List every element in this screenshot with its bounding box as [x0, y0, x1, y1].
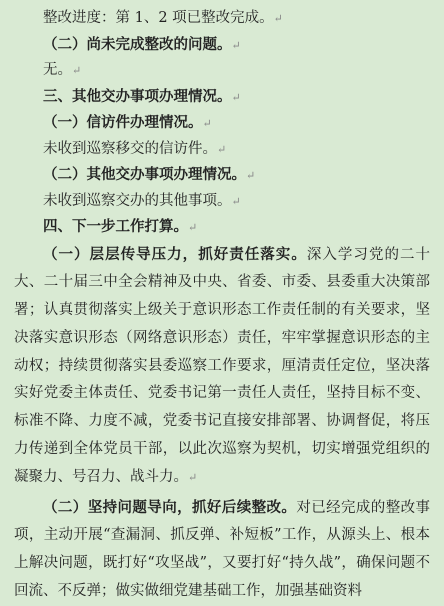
- paragraph-mark: ↵: [246, 169, 256, 182]
- paragraph-responsibility: [14, 241, 430, 492]
- paragraph-lead: （一）层层传导压力，抓好责任落实。: [43, 245, 307, 263]
- progress-line: 整改进度：第 1、2 项已整改完成。↵: [43, 10, 283, 26]
- other-matters-status: 未收到巡察交办的其他事项。↵: [43, 192, 241, 209]
- paragraph-body: 对已经完成的整改事项，主动开展“查漏洞、抓反弹、补短板”工作，从源头上、根本上解决问题，既打好“攻坚战”，又要打好“持久战”，确保问题不回流、不反弹；做实做细党建基础工作，加强基础资料: [14, 499, 431, 600]
- subheading-unfinished: （二）尚未完成整改的问题。↵: [43, 35, 241, 53]
- section-3-heading: 三、其他交办事项办理情况。↵: [43, 87, 241, 105]
- subheading-petition: （一）信访件办理情况。↵: [43, 114, 212, 131]
- paragraph-mark: ↵: [202, 117, 212, 130]
- paragraph-mark: ↵: [217, 142, 227, 156]
- paragraph-mark: ↵: [231, 90, 241, 104]
- paragraph-rectification: [14, 494, 430, 606]
- paragraph-mark: ↵: [231, 38, 241, 52]
- paragraph-mark: ↵: [72, 64, 82, 77]
- paragraph-mark: ↵: [188, 221, 198, 234]
- paragraph-mark: ↵: [273, 12, 283, 25]
- paragraph-mark: ↵: [231, 194, 241, 208]
- none-line: 无。↵: [43, 62, 82, 78]
- paragraph-body: 深入学习党的二十大、二十届三中全会精神及中央、省委、市委、县委重大决策部署；认真贯彻落实上级关于意识形态工作责任制的有关要求，坚决落实意识形态（网络意识形态）责任，牢牢掌握意识形态的主动权；持续贯彻落实县委巡察工作要求，厘清责任定位，坚决落实好党委主体责任、党委书记第一责任人责任，坚持目标不变、标准不降、力度不减，党委书记直接安排部署、协调督促，将压力传递到全体党员干部，以此次巡察为契机，切实增强党组织的凝聚力、号召力、战斗力。: [14, 246, 431, 485]
- petition-status: 未收到巡察移交的信访件。↵: [43, 140, 227, 157]
- paragraph-mark: ↵: [188, 470, 198, 484]
- section-4-heading: 四、下一步工作打算。↵: [43, 218, 198, 235]
- subheading-other-matters: （二）其他交办事项办理情况。↵: [43, 166, 256, 183]
- paragraph-lead: （二）坚持问题导向，抓好后续整改。: [43, 498, 297, 516]
